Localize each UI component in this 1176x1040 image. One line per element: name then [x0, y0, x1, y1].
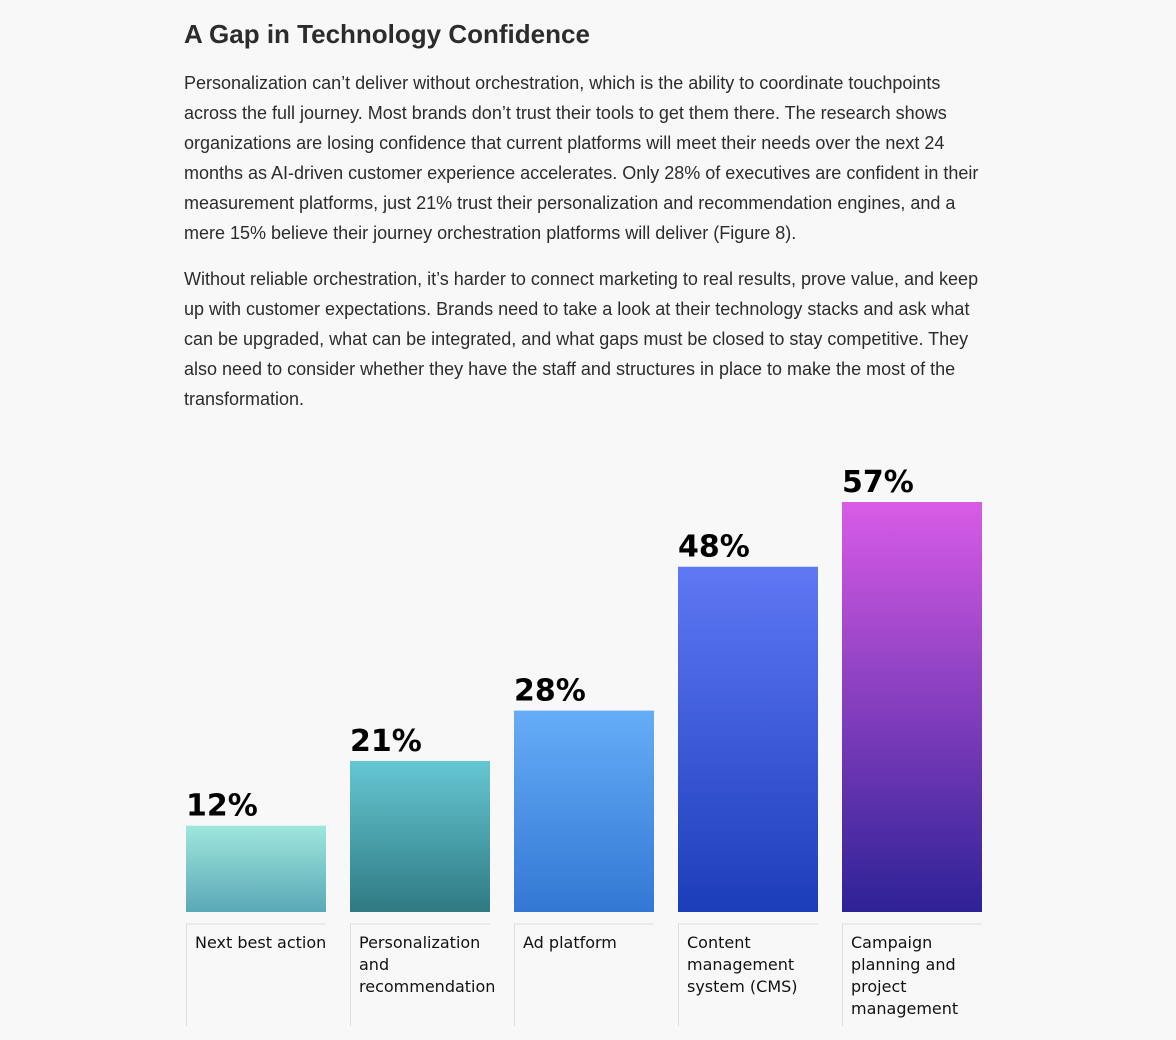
chart-bars — [186, 465, 982, 1026]
body-paragraph: Without reliable orchestration, it’s harder to connect marketing to real results, prove value, and keep up with customer expectations. Brands need to take a look at their technology stacks and ask what can be upgraded, what can be integrated, and what gaps must be closed to stay competitive. They also need to consider whether they have the staff and structures in place to make the most of the transformation. — [184, 269, 979, 409]
category-label: Ad platform — [523, 933, 617, 952]
data-label: 12% — [186, 788, 258, 824]
category-label: planning and — [851, 955, 956, 974]
data-label: 57% — [842, 465, 914, 500]
bar — [678, 567, 818, 912]
category-label: system (CMS) — [687, 977, 798, 996]
data-label: 21% — [350, 723, 422, 759]
category-label: project — [851, 977, 907, 996]
category-label: and — [359, 955, 390, 974]
body-paragraph: Personalization can’t deliver without orchestration, which is the ability to coordinate touchpoints across the full journey. Most brands don’t trust their tools to get them there. The research shows organizations are losing confidence that current platforms will meet their needs over the next 24 months as AI-driven customer experience accelerates. Only 28% of executives are confident in their measurement platforms, just 21% trust their personalization and recommendation engines, and a mere 15% believe their journey orchestration platforms will deliver (Figure 8). — [184, 73, 979, 243]
category-label: Campaign — [851, 933, 933, 952]
category-label: Content — [687, 933, 751, 952]
bar — [350, 761, 490, 912]
category-label: management — [687, 955, 795, 974]
category-label: Next best action — [195, 933, 327, 952]
data-label: 48% — [678, 529, 750, 565]
category-label: Personalization — [359, 933, 481, 952]
bar — [842, 502, 982, 912]
bar — [186, 826, 326, 912]
data-label: 28% — [514, 673, 586, 709]
category-label: recommendation — [359, 977, 496, 996]
bar — [514, 711, 654, 912]
category-label: management — [851, 999, 959, 1018]
section-heading: A Gap in Technology Confidence — [184, 19, 590, 49]
